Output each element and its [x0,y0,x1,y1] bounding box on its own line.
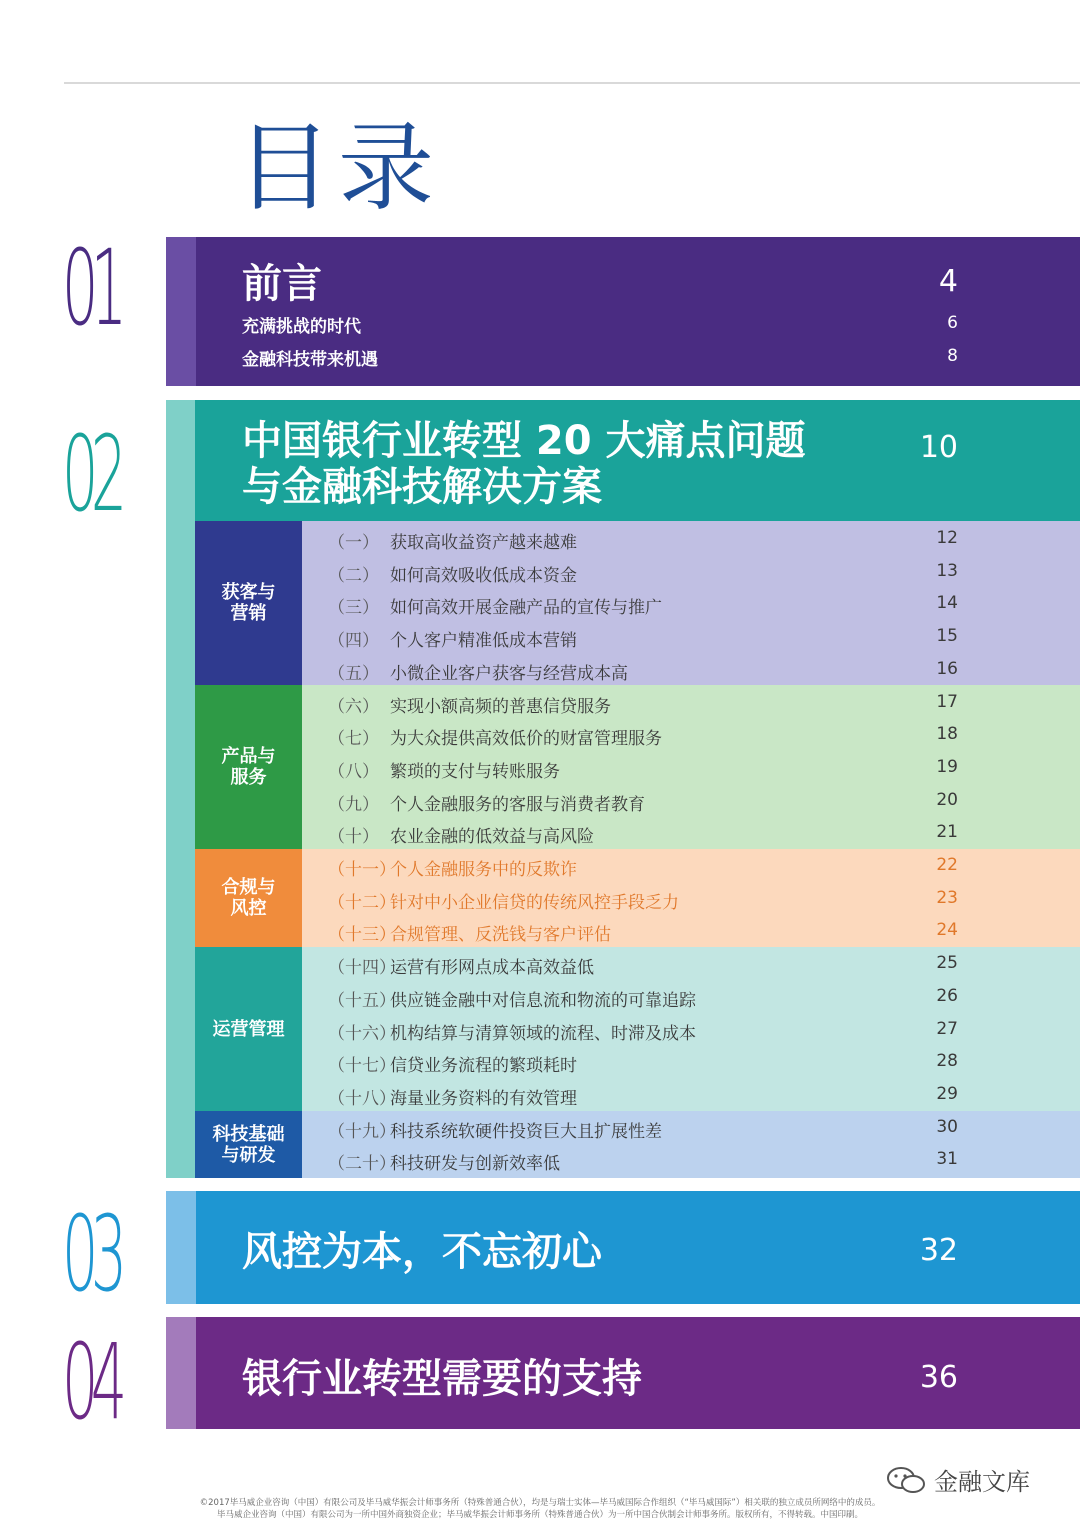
toc-row[interactable] [302,555,1080,588]
section-01-item-2[interactable]: 金融科技带来机遇 [242,350,378,370]
toc-row-page: 16 [936,658,958,679]
toc-row-number: （九） [328,794,379,815]
toc-row-number: （十二） [328,892,396,913]
category-label: 科技基础 [212,1123,285,1145]
toc-row[interactable] [302,784,1080,817]
category-label: 服务 [230,767,267,788]
toc-row-title[interactable]: 繁琐的支付与转账服务 [390,761,560,782]
toc-row-number: （二十） [328,1154,396,1175]
category-operations [195,947,302,1111]
section-number-03: 03 [62,1193,120,1315]
toc-row-page: 13 [936,560,958,581]
section-02-heading-line1[interactable]: 中国银行业转型 20 大痛点问题 [242,418,806,464]
section-04-page: 36 [919,1360,958,1395]
toc-row-number: （十五） [328,990,396,1011]
toc-row-page: 12 [936,528,958,548]
toc-row-page: 31 [936,1149,958,1170]
page-title: 目录 [236,112,440,224]
section-03-heading[interactable]: 风控为本，不忘初心 [242,1229,602,1275]
category-compliance-risk [195,849,302,947]
toc-row-title[interactable]: 海量业务资料的有效管理 [390,1088,577,1109]
top-rule [64,82,1080,84]
toc-row[interactable] [302,1143,1080,1176]
section-02-strip [166,400,196,1178]
toc-row[interactable] [302,718,1080,751]
toc-row-number: （十八） [328,1088,396,1109]
section-number-02: 02 [62,413,120,535]
toc-row[interactable] [302,1013,1080,1046]
category-product-service [195,685,302,849]
toc-row-title[interactable]: 如何高效吸收低成本资金 [390,565,577,586]
category-label: 产品与 [221,746,276,767]
toc-row-title[interactable]: 科技研发与创新效率低 [390,1154,560,1175]
toc-row-title[interactable]: 为大众提供高效低价的财富管理服务 [390,729,662,750]
toc-row[interactable] [302,914,1080,947]
toc-row-page: 15 [936,626,958,647]
toc-row-number: （三） [328,598,379,619]
toc-row-page: 17 [936,691,958,712]
section-number-01: 01 [62,227,120,349]
toc-row-number: （十七） [328,1056,396,1077]
toc-row-page: 20 [936,789,958,810]
section-number-04: 04 [62,1321,120,1443]
section-02-heading-line2[interactable]: 与金融科技解决方案 [242,464,602,510]
toc-row-title[interactable]: 个人客户精准低成本营销 [390,631,577,652]
toc-row-page: 28 [936,1051,958,1072]
watermark [886,1462,1030,1497]
toc-row-page: 30 [936,1116,958,1137]
section-01-page: 4 [938,264,958,299]
toc-row-page: 18 [936,724,958,745]
category-label: 合规与 [221,877,276,898]
section-03-page: 32 [919,1233,958,1268]
section-01-heading[interactable]: 前言 [242,261,322,307]
toc-row-page: 25 [936,953,958,974]
toc-row[interactable] [302,686,1080,719]
toc-row[interactable] [302,1045,1080,1078]
toc-row-number: （四） [328,631,379,652]
toc-row[interactable] [302,653,1080,686]
watermark-text: 金融文库 [934,1468,1030,1496]
toc-row-number: （五） [328,663,379,684]
toc-row-title[interactable]: 供应链金融中对信息流和物流的可靠追踪 [390,990,696,1011]
toc-row-page: 23 [936,887,958,908]
toc-row-title[interactable]: 实现小额高频的普惠信贷服务 [390,696,611,717]
category-label: 与研发 [221,1144,276,1166]
category-acquisition-marketing [195,521,302,685]
toc-row-page: 29 [936,1083,958,1104]
toc-row-title[interactable]: 获取高收益资产越来越难 [390,533,577,553]
category-label: 获客与 [221,582,276,603]
toc-row-number: （六） [328,696,379,717]
section-01-item-1[interactable]: 充满挑战的时代 [242,317,361,337]
toc-row[interactable] [302,1078,1080,1111]
section-03-strip [166,1191,196,1304]
toc-row-title[interactable]: 运营有形网点成本高效益低 [390,958,594,979]
category-label: 风控 [230,898,267,919]
toc-row-page: 19 [936,756,958,777]
toc-row[interactable] [302,882,1080,915]
toc-row[interactable] [302,620,1080,653]
toc-row-number: （八） [328,761,379,782]
toc-row[interactable] [302,980,1080,1013]
toc-row[interactable] [302,1111,1080,1144]
toc-row-number: （十三） [328,925,396,946]
category-label: 运营管理 [212,1018,285,1040]
toc-row-page: 24 [936,920,958,941]
toc-row-number: （一） [328,533,379,553]
toc-row-title[interactable]: 针对中小企业信贷的传统风控手段乏力 [390,892,679,913]
toc-row-number: （十九） [328,1121,396,1142]
toc-row-page: 22 [936,855,958,875]
toc-row-number: （十一） [328,860,396,880]
toc-row-title[interactable]: 个人金融服务的客服与消费者教育 [390,794,645,815]
toc-row-title[interactable]: 小微企业客户获客与经营成本高 [390,663,628,684]
toc-row-number: （十） [328,827,379,848]
toc-row[interactable] [302,849,1080,882]
toc-row[interactable] [302,816,1080,849]
toc-row-title[interactable]: 机构结算与清算领域的流程、时滞及成本 [390,1023,696,1044]
section-04-heading[interactable]: 银行业转型需要的支持 [242,1356,642,1402]
toc-row-page: 26 [936,985,958,1006]
category-tech-rnd [195,1111,302,1178]
toc-row-number: （二） [328,565,379,586]
toc-row[interactable] [302,751,1080,784]
footer-line-1: ©2017毕马威企业咨询（中国）有限公司及毕马威华振会计师事务所（特殊普通合伙），均是与瑞士实体—毕马威国际合作组织（“毕马威国际”）相关联的独立成员所网络中的成员。 [199,1498,881,1508]
toc-row-title[interactable]: 农业金融的低效益与高风险 [390,827,594,848]
toc-row-number: （十六） [328,1023,396,1044]
toc-row[interactable] [302,587,1080,620]
wechat-icon [886,1466,926,1494]
section-02-page: 10 [919,430,958,465]
toc-row-page: 21 [936,822,958,843]
toc-row[interactable] [302,522,1080,555]
toc-row-number: （十四） [328,958,396,979]
toc-row[interactable] [302,947,1080,980]
toc-row-title[interactable]: 个人金融服务中的反欺诈 [390,860,577,880]
footer-line-2: 毕马威企业咨询（中国）有限公司为一所中国外商独资企业；毕马威华振会计师事务所（特殊普通合伙）为一所中国合伙制会计师事务所。版权所有，不得转载。中国印刷。 [216,1510,863,1520]
toc-row-number: （七） [328,729,379,750]
toc-row-title[interactable]: 如何高效开展金融产品的宣传与推广 [390,598,662,619]
toc-row-page: 27 [936,1018,958,1039]
toc-row-title[interactable]: 科技系统软硬件投资巨大且扩展性差 [390,1121,662,1142]
toc-row-title[interactable]: 合规管理、反洗钱与客户评估 [390,925,611,946]
section-04-strip [166,1317,196,1429]
category-label: 营销 [230,603,267,624]
section-01-item-1-page: 6 [947,313,958,333]
section-01-item-2-page: 8 [947,346,958,366]
toc-row-page: 14 [936,593,958,614]
section-01-strip [166,237,196,386]
toc-row-title[interactable]: 信贷业务流程的繁琐耗时 [390,1056,577,1077]
